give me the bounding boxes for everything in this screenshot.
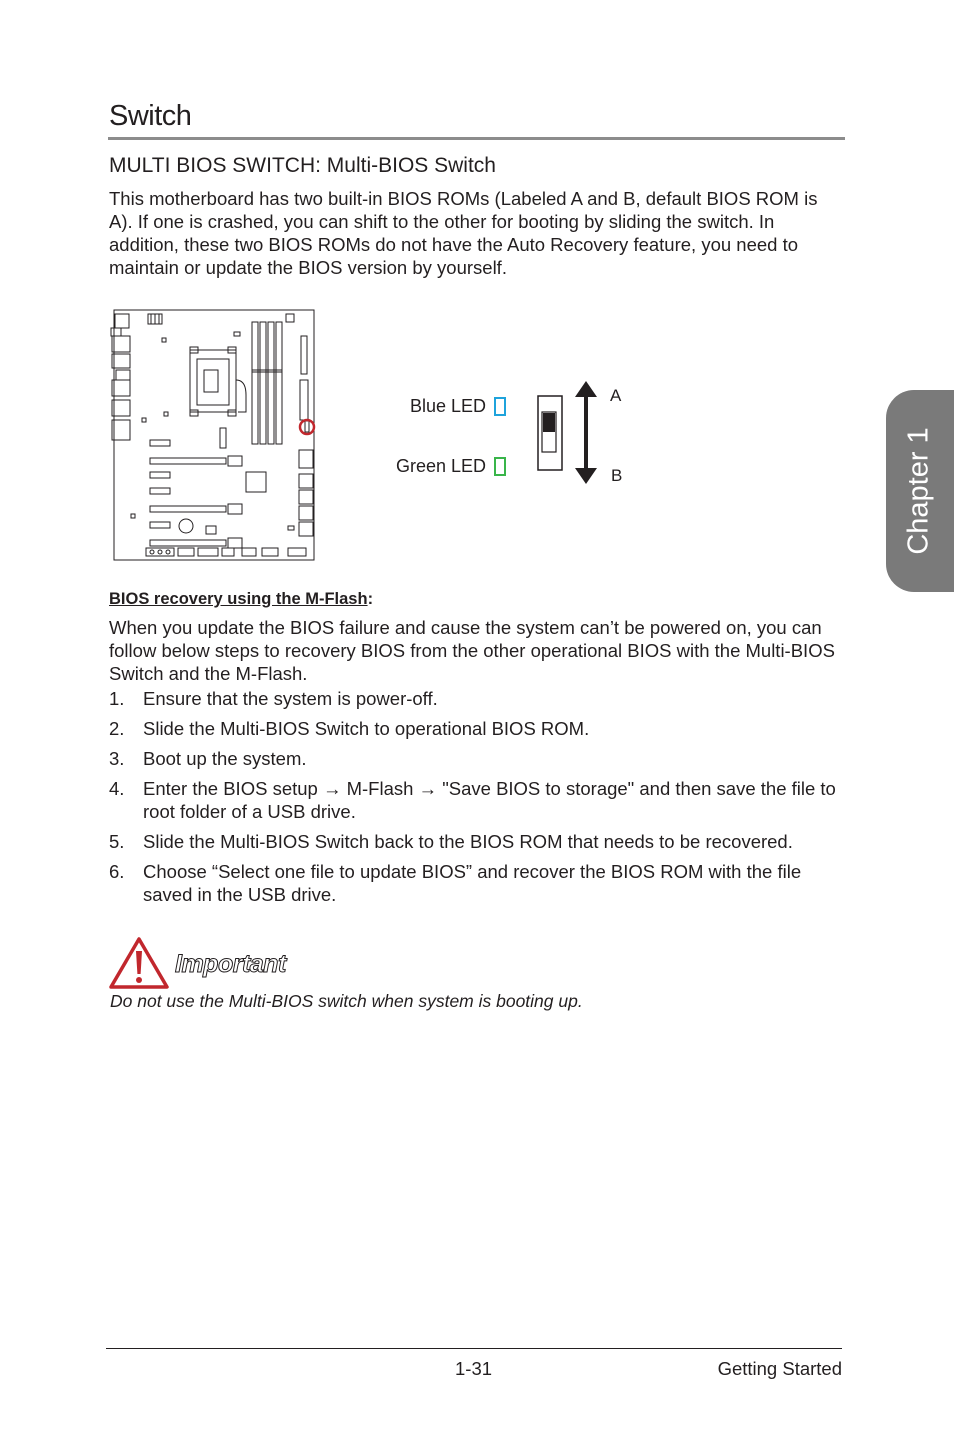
footer-divider — [106, 1348, 842, 1349]
step-number: 3. — [109, 748, 125, 769]
switch-direction-arrow — [575, 381, 597, 484]
recovery-steps-list — [109, 687, 844, 913]
step-text: Slide the Multi-BIOS Switch back to the BIOS ROM that needs to be recovered. — [143, 831, 793, 852]
list-item — [109, 777, 844, 823]
recovery-heading — [109, 590, 373, 609]
motherboard-layout-image — [111, 310, 314, 560]
step-text: Boot up the system. — [143, 748, 307, 769]
section-title: Switch — [109, 100, 192, 132]
step-number: 2. — [109, 718, 125, 739]
position-b-label: B — [611, 466, 623, 485]
step-text: Ensure that the system is power-off. — [143, 688, 438, 709]
blue-led-icon — [495, 398, 505, 415]
step-text: Choose “Select one file to update BIOS” and recover the BIOS ROM with the file saved in the USB drive. — [143, 861, 802, 905]
list-item — [109, 830, 844, 853]
green-led-icon — [495, 458, 505, 475]
step-text: Slide the Multi-BIOS Switch to operational BIOS ROM. — [143, 718, 590, 739]
recovery-heading-text: BIOS recovery using the M-Flash — [109, 590, 368, 608]
section-subtitle: MULTI BIOS SWITCH: Multi-BIOS Switch — [109, 154, 496, 177]
blue-led-label: Blue LED — [409, 396, 486, 416]
step-number: 6. — [109, 861, 125, 882]
multi-bios-switch-diagram — [106, 300, 646, 570]
step-text: Enter the BIOS setup → M-Flash → "Save BIOS to storage" and then save the file to root folder of a USB drive. — [143, 778, 836, 822]
step-number: 1. — [109, 688, 125, 709]
intro-paragraph: This motherboard has two built-in BIOS ROMs (Labeled A and B, default BIOS ROM is A). If one is crashed, you can shift to the other for booting by sliding the switch. In addition, these two BIOS ROMs do not have the Auto Recovery feature, you need to maintain or update the BIOS version by yourself. — [109, 188, 818, 278]
green-led-label: Green LED — [395, 456, 486, 476]
important-title: Important — [175, 950, 286, 978]
list-item — [109, 860, 844, 906]
title-divider — [108, 137, 845, 140]
step-number: 4. — [109, 778, 125, 799]
step-number: 5. — [109, 831, 125, 852]
recovery-intro: When you update the BIOS failure and cause the system can’t be powered on, you can follow below steps to recovery BIOS from the other operational BIOS with the Multi-BIOS Switch and the M-Flash. — [109, 617, 835, 684]
footer-section-label: Getting Started — [717, 1358, 842, 1379]
list-item — [109, 687, 844, 710]
important-note: Do not use the Multi-BIOS switch when system is booting up. — [110, 991, 583, 1011]
list-item — [109, 747, 844, 770]
page-number: 1-31 — [455, 1358, 493, 1379]
position-a-label: A — [610, 386, 622, 405]
recovery-heading-colon: : — [367, 590, 374, 608]
chapter-tab-label: Chapter 1 — [902, 427, 935, 555]
bios-switch-slider — [543, 413, 555, 432]
list-item — [109, 717, 844, 740]
warning-triangle-icon — [108, 936, 170, 990]
